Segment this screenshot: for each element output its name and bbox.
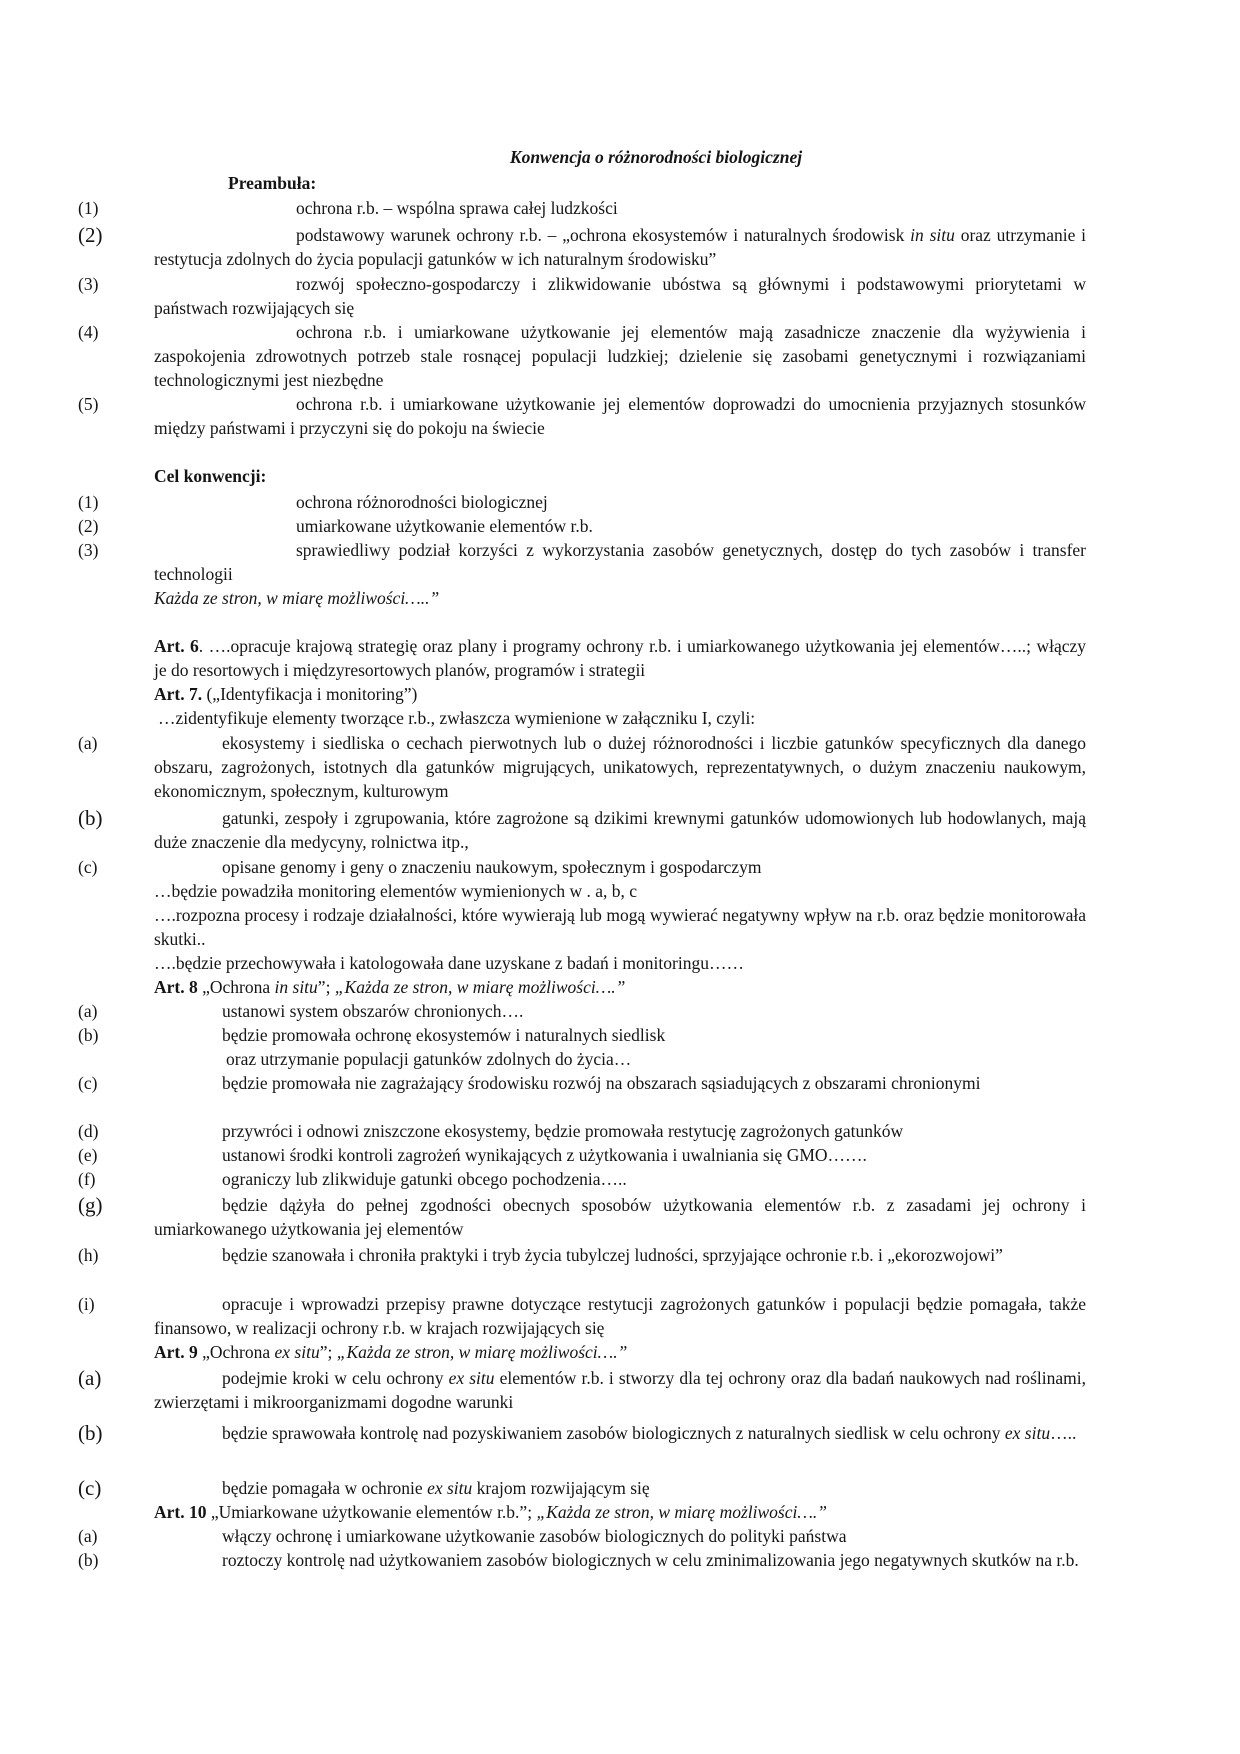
item-number: (b): [78, 806, 103, 830]
item-text: będzie pomagała w ochronie ex situ krajom rozwijającym się: [222, 1478, 650, 1498]
art6-label: Art. 6: [154, 636, 199, 656]
item-text: będzie promowała nie zagrażający środowisku rozwój na obszarach sąsiadujących z obszarami chronionymi: [222, 1073, 981, 1093]
item-number: (i): [78, 1294, 95, 1314]
item-text: będzie dążyła do pełnej zgodności obecnych sposobów użytkowania elementów r.b. z zasadami jej ochrony i umiarkowanego użytkowania jej elementów: [154, 1195, 1086, 1239]
item-number: (1): [78, 492, 99, 512]
item-text: podstawowy warunek ochrony r.b. – „ochrona ekosystemów i naturalnych środowisk in situ oraz utrzymanie i restytucja zdolnych do życia populacji gatunków w ich naturalnym środowisku”: [154, 225, 1087, 269]
item-text: ochrona r.b. i umiarkowane użytkowanie jej elementów doprowadzi do umocnienia przyjaznych stosunków między państwami i przyczyni się do pokoju na świecie: [154, 394, 1086, 438]
item-text: podejmie kroki w celu ochrony ex situ elementów r.b. i stworzy dla tej ochrony oraz dla badań naukowych nad roślinami, zwierzętami i mikroorganizmami dogodne warunki: [154, 1368, 1086, 1412]
item-text: opisane genomy i geny o znaczeniu naukowym, społecznym i gospodarczym: [222, 857, 762, 877]
item-text: ochrona r.b. i umiarkowane użytkowanie jej elementów mają zasadnicze znaczenie dla wyżywienia i zaspokojenia zdrowotnych potrzeb stale rosnącej populacji ludzkiej; dzielenie się zasobami genetycznymi i rozwiązaniami technologicznymi jest niezbędne: [154, 322, 1086, 390]
item-text: przywróci i odnowi zniszczone ekosystemy, będzie promowała restytucję zagrożonych gatunków: [222, 1121, 904, 1141]
item-number: (a): [78, 1001, 98, 1021]
item-number: (2): [78, 516, 99, 536]
item-number: (h): [78, 1245, 99, 1265]
item-number: (b): [78, 1421, 103, 1445]
item-number: (a): [78, 1366, 102, 1390]
item-number: (b): [78, 1550, 99, 1570]
item-number: (3): [78, 274, 99, 294]
item-number: (1): [78, 198, 99, 218]
item-number: (a): [78, 733, 98, 753]
item-number: (3): [78, 540, 99, 560]
item-number: (g): [78, 1193, 103, 1217]
cel-heading: Cel konwencji:: [154, 466, 267, 486]
item-number: (5): [78, 394, 99, 414]
item-number: (c): [78, 857, 98, 877]
item-text: ustanowi system obszarów chronionych….: [222, 1001, 524, 1021]
item-text: będzie promowała ochronę ekosystemów i naturalnych siedlisk: [222, 1025, 666, 1045]
item-number: (c): [78, 1476, 102, 1500]
item-text: rozwój społeczno-gospodarczy i zlikwidowanie ubóstwa są głównymi i podstawowymi priorytetami w państwach rozwijających się: [154, 274, 1086, 318]
item-text: ochrona różnorodności biologicznej: [296, 492, 548, 512]
item-number: (d): [78, 1121, 99, 1141]
item-text: będzie szanowała i chroniła praktyki i tryb życia tubylczej ludności, sprzyjające ochronie r.b. i „ekorozwojowi”: [222, 1245, 1003, 1265]
document-page: Konwencja o różnorodności biologicznej Preambuła: (1) ochrona r.b. – wspólna sprawa całej ludzkości (2) podstawowy warunek ochrony r.b. – „ochrona ekosystemów i naturalnych środowisk in situ oraz utrzymanie i restytucja zdolnych do życia populacji gatunków w ich naturalnym środowisku” (3) rozwój społeczno-gospodarczy i zlikwidowanie ubóstwa są głównymi i podstawowymi priorytetami w państwach rozwijających się (4) ochrona r.b. i umiarkowane użytkowanie jej elementów mają zasadnicze znaczenie dla wyżywienia i zaspokojenia zdrowotnych potrzeb stale rosnącej populacji ludzkiej; dzielenie się zasobami genetycznymi i rozwiązaniami technologicznymi jest niezbędne (5) ochrona r.b. i umiarkowane użytkowanie jej elementów doprowadzi do umocnienia przyjaznych stosunków między państwami i przyczyni się do pokoju na świecie Cel konwencji: (1) ochrona różnorodności biologicznej (2) umiarkowane użytkowanie elementów r.b. (3) sprawiedliwy podział korzyści z wykorzystania zasobów genetycznych, dostęp do tych zasobów i transfer technologii Każda ze stron, w miarę możliwości…..” Art. 6. ….opracuje krajową strategię oraz plany i programy ochrony r.b. i umiarkowanego użytkowania jej elementów…..; włączy je do resortowych i międzyresortowych planów, programów i strategii Art. 7. („Identyfikacja i monitoring”) …zidentyfikuje elementy tworzące r.b., zwłaszcza wymienione w załączniku I, czyli: (a) ekosystemy i siedliska o cechach pierwotnych lub o dużej różnorodności i liczbie gatunków specyficznych dla danego obszaru, zagrożonych, istotnych dla gatunków migrujących, unikatowych, reprezentatywnych, o dużym znaczeniu naukowym, ekonomicznym, społecznym, kulturowym (b) gatunki, zespoły i zgrupowania, które zagrożone są dzikimi krewnymi gatunków udomowionych lub hodowlanych, mają duże znaczenie dla medycyny, rolnictwa itp., (c) opisane genomy i geny o znaczeniu naukowym, społecznym i gospodarczym …będzie powadziła monitoring elementów wymienionych w . a, b, c ….rozpozna procesy i rodzaje działalności, które wywierają lub mogą wywierać negatywny wpływ na r.b. oraz będzie monitorowała skutki.. ….będzie przechowywała i katologowała dane uzyskane z badań i monitoringu…… Art. 8 „Ochrona in situ”; „Każda ze stron, w miarę możliwości….” (a) ustanowi system obszarów chronionych…. (b) będzie promowała ochronę ekosystemów i naturalnych siedlisk oraz utrzymanie populacji gatunków zdolnych do życia… (c) będzie promowała nie zagrażający środowisku rozwój na obszarach sąsiadujących z obszarami chronionymi (d) przywróci i odnowi zniszczone ekosystemy, będzie promowała restytucję zagrożonych gatunków (e) ustanowi środki kontroli zagrożeń wynikających z użytkowania i uwalniania się GMO……. (f) ograniczy lub zlikwiduje gatunki obcego pochodzenia….. (g) będzie dążyła do pełnej zgodności obecnych sposobów użytkowania elementów r.b. z zasadami jej ochrony i umiarkowanego użytkowania jej elementów (h) będzie szanowała i chroniła praktyki i tryb życia tubylczej ludności, sprzyjające ochronie r.b. i „ekorozwojowi” (i) opracuje i wprowadzi przepisy prawne dotyczące restytucji zagrożonych gatunków i populacji będzie pomagała, także finansowo, w realizacji ochrony r.b. w krajach rozwijających się Art. 9 „Ochrona ex situ”; „Każda ze stron, w miarę możliwości….” (a) podejmie kroki w celu ochrony ex situ elementów r.b. i stworzy dla tej ochrony oraz dla badań naukowych nad roślinami, zwierzętami i mikroorganizmami dogodne warunki (b) będzie sprawowała kontrolę nad pozyskiwaniem zasobów biologicznych z naturalnych siedlisk w celu ochrony ex situ….. (c) będzie pomagała w ochronie ex situ krajom rozwijającym się Art. 10 „Umiarkowane użytkowanie elementów r.b.”; „Każda ze stron, w miarę możliwości….” (a) włączy ochronę i umiarkowane użytkowanie zasobów biologicznych do polityki państwa (b) roztoczy kontrolę nad użytkowaniem zasobów biologicznych w celu zminimalizowania jego negatywnych skutków na r.b.: [0, 0, 1240, 1754]
item-text: ustanowi środki kontroli zagrożeń wynikających z użytkowania i uwalniania się GMO…….: [222, 1145, 867, 1165]
item-text: ekosystemy i siedliska o cechach pierwotnych lub o dużej różnorodności i liczbie gatunków specyficznych dla danego obszaru, zagrożonych, istotnych dla gatunków migrujących, unikatowych, reprezentatywnych, o dużym znaczeniu naukowym, ekonomicznym, społecznym, kulturowym: [154, 733, 1086, 801]
item-text: roztoczy kontrolę nad użytkowaniem zasobów biologicznych w celu zminimalizowania jego negatywnych skutków na r.b.: [222, 1550, 1079, 1570]
item-text: opracuje i wprowadzi przepisy prawne dotyczące restytucji zagrożonych gatunków i populacji będzie pomagała, także finansowo, w realizacji ochrony r.b. w krajach rozwijających się: [154, 1294, 1086, 1338]
item-text: ochrona r.b. – wspólna sprawa całej ludzkości: [296, 198, 618, 218]
item-number: (f): [78, 1169, 96, 1189]
item-number: (e): [78, 1145, 98, 1165]
item-text: włączy ochronę i umiarkowane użytkowanie zasobów biologicznych do polityki państwa: [222, 1526, 847, 1546]
item-number: (2): [78, 223, 103, 247]
item-text: będzie sprawowała kontrolę nad pozyskiwaniem zasobów biologicznych z naturalnych siedlisk w celu ochrony ex situ…..: [222, 1423, 1077, 1443]
item-text: umiarkowane użytkowanie elementów r.b.: [296, 516, 593, 536]
item-text: ograniczy lub zlikwiduje gatunki obcego pochodzenia…..: [222, 1169, 627, 1189]
preambula-heading: Preambuła:: [228, 173, 317, 193]
item-text: sprawiedliwy podział korzyści z wykorzystania zasobów genetycznych, dostęp do tych zasobów i transfer technologii: [154, 540, 1086, 584]
item-number: (4): [78, 322, 99, 342]
item-number: (c): [78, 1073, 98, 1093]
item-number: (a): [78, 1526, 98, 1546]
item-text: gatunki, zespoły i zgrupowania, które zagrożone są dzikimi krewnymi gatunków udomowionych lub hodowlanych, mają duże znaczenie dla medycyny, rolnictwa itp.,: [154, 808, 1086, 852]
item-number: (b): [78, 1025, 99, 1045]
document-title: Konwencja o różnorodności biologicznej: [509, 147, 803, 167]
